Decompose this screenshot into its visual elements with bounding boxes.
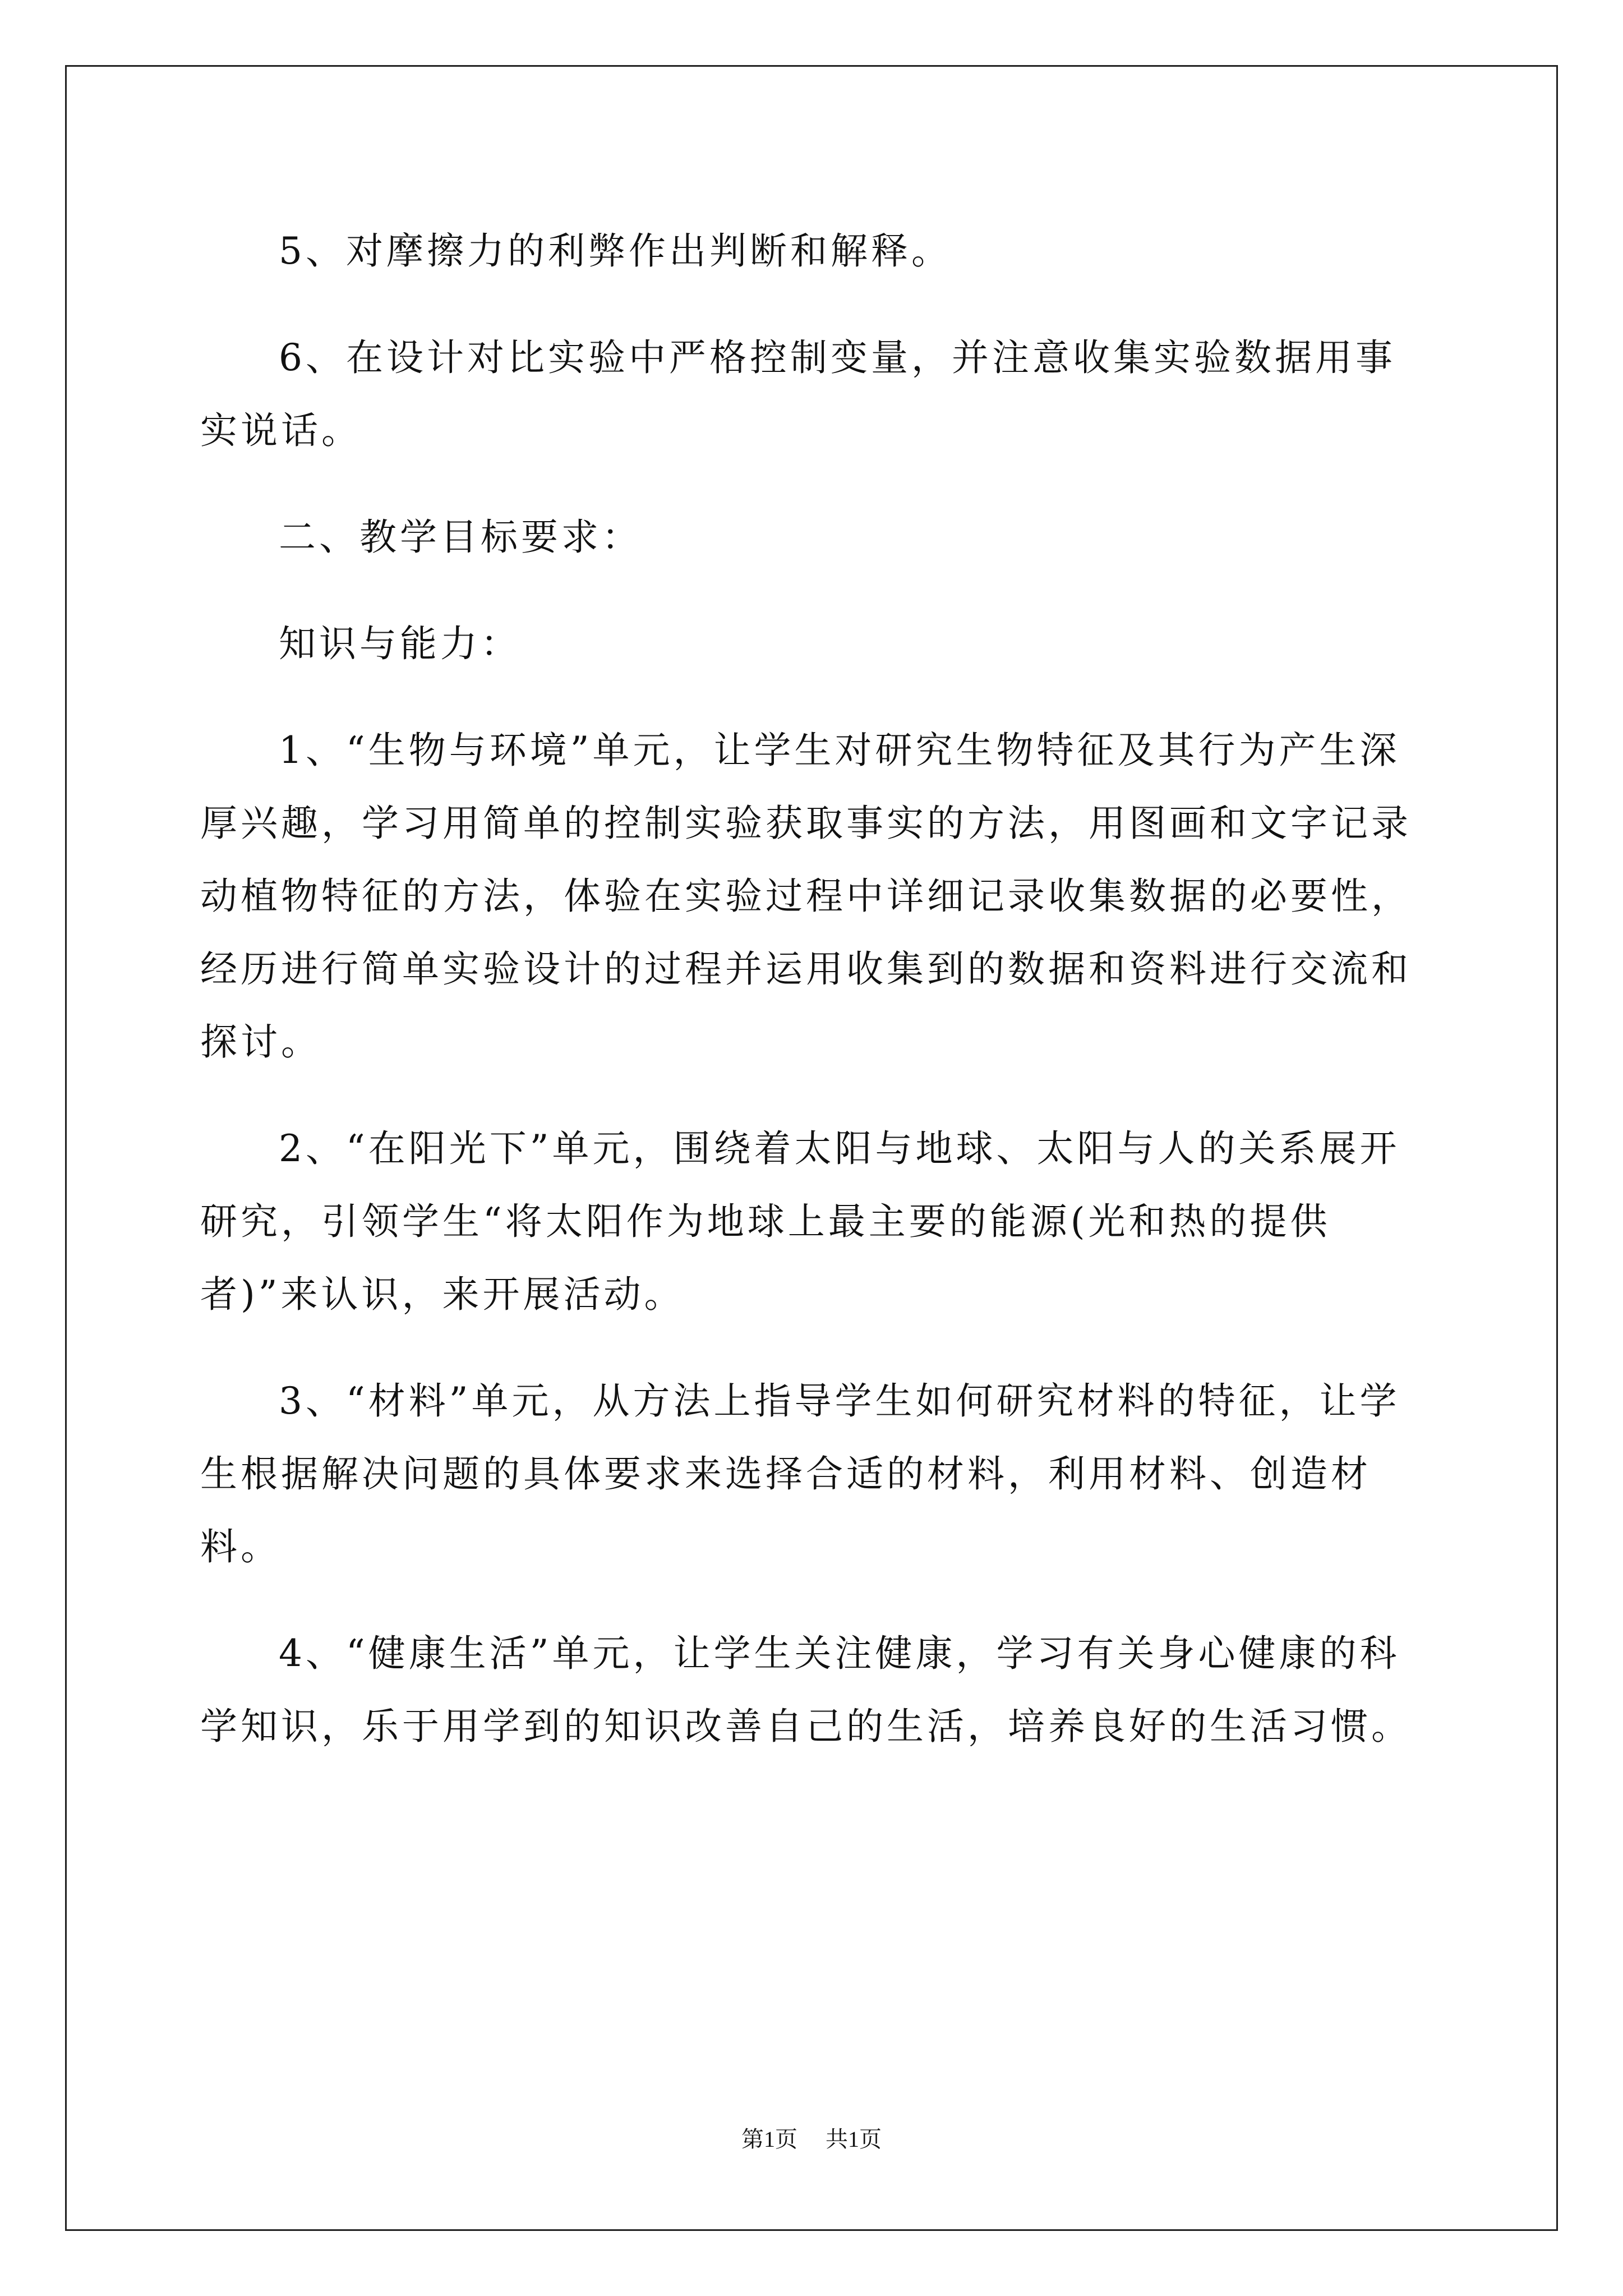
page-footer [0, 2122, 1623, 2154]
paragraph-item-6: 6、在设计对比实验中严格控制变量，并注意收集实验数据用事实说话。 [200, 336, 1396, 452]
paragraph-unit-4: 4、“健康生活”单元，让学生关注健康，学习有关身心健康的科学知识，乐于用学到的知识改善自己的生活，培养良好的生活习惯。 [200, 1632, 1412, 1748]
section-heading-goals: 二、教学目标要求： [279, 516, 642, 559]
paragraph-unit-1: 1、“生物与环境”单元，让学生对研究生物特征及其行为产生深厚兴趣，学习用简单的控制实验获取事实的方法，用图画和文字记录动植物特征的方法，体验在实验过程中详细记录收集数据的必要性，经历进行简单实验设计的过程并运用收集到的数据和资料进行交流和探讨。 [200, 729, 1412, 1064]
page-total: 共1页 [826, 2127, 882, 2152]
document-body [200, 215, 1423, 1763]
paragraph-unit-2: 2、“在阳光下”单元，围绕着太阳与地球、太阳与人的关系展开研究，引领学生“将太阳作为地球上最主要的能源(光和热的提供者)”来认识，来开展活动。 [200, 1127, 1400, 1316]
page-number: 第1页 [741, 2127, 797, 2152]
paragraph-unit-3: 3、“材料”单元，从方法上指导学生如何研究材料的特征，让学生根据解决问题的具体要求来选择合适的材料，利用材料、创造材料。 [200, 1379, 1400, 1568]
paragraph-item-5: 5、对摩擦力的利弊作出判断和解释。 [279, 229, 952, 273]
subheading-knowledge: 知识与能力： [279, 622, 521, 665]
